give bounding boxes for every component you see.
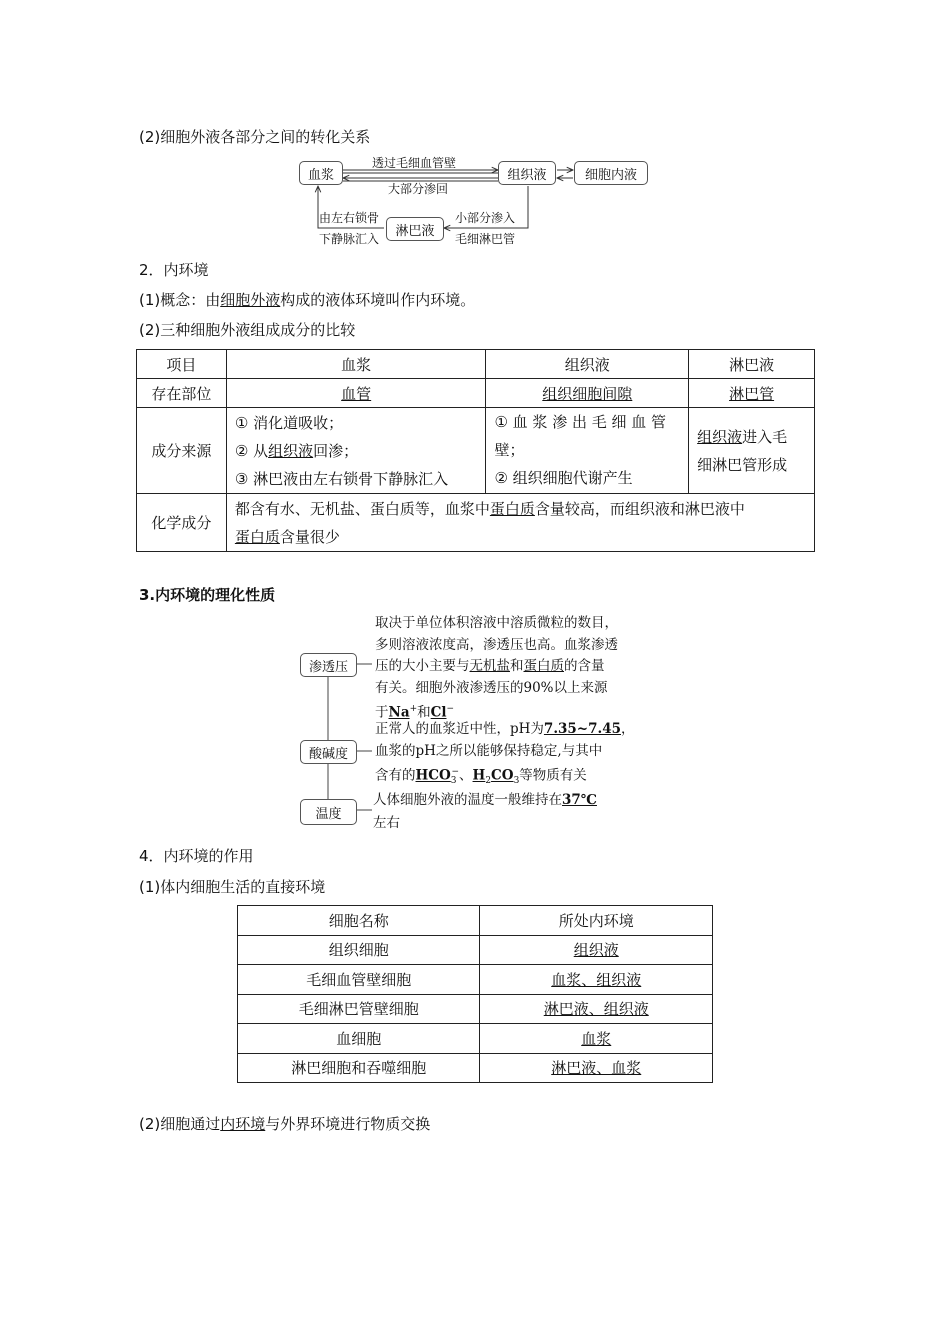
exchange-post: 与外界环境进行物质交换	[265, 1115, 431, 1133]
compare-heading: (2)三种细胞外液组成成分的比较	[139, 321, 356, 339]
header-environment: 所处内环境	[480, 906, 713, 936]
table-row	[238, 965, 713, 995]
concept-answer: 细胞外液	[220, 291, 281, 309]
exchange-pre: (2)细胞通过	[139, 1115, 221, 1133]
arrow-label-left-1: 由左右锁骨	[319, 211, 380, 225]
concept-post: 构成的液体环境叫作内环境。	[280, 291, 476, 309]
arrow-label-bottom: 大部分渗回	[388, 182, 449, 196]
tissue-source-1b: 壁；	[494, 441, 525, 459]
lymph-node: 淋巴液	[386, 217, 444, 241]
section-heading-conversion: (2)细胞外液各部分之间的转化关系	[139, 128, 371, 146]
temperature-text	[373, 789, 597, 835]
plasma-source-3: ③ 淋巴液由左右锁骨下静脉汇入	[234, 469, 449, 488]
intracellular-fluid-node: 细胞内液	[574, 161, 648, 185]
cell-environment-table	[237, 905, 713, 1083]
row-label-location: 存在部位	[137, 379, 227, 408]
osmotic-text	[375, 613, 618, 724]
table-row	[238, 994, 713, 1024]
plasma-source-1: ① 消化道吸收；	[234, 413, 344, 432]
section-heading-internal-environment: 2．内环境	[139, 261, 209, 279]
arrow-label-left-2: 下静脉汇入	[319, 232, 380, 246]
table-header-row	[238, 906, 713, 936]
cell-name: 毛细血管壁细胞	[238, 965, 480, 995]
osmotic-line-1: 取决于单位体积溶液中溶质微粒的数目，	[375, 615, 618, 631]
osmotic-line-2: 多则溶液浓度高，渗透压也高。血浆渗透	[375, 636, 618, 653]
row-label-source: 成分来源	[137, 408, 227, 494]
header-plasma: 血浆	[226, 350, 486, 379]
header-cell-name: 细胞名称	[238, 906, 480, 936]
plasma-source-2: ② 从组织液回渗；	[234, 441, 359, 460]
header-tissue-fluid: 组织液	[486, 350, 689, 379]
arrow-label-right-1: 小部分渗入	[455, 211, 516, 225]
cell-name: 淋巴细胞和吞噬细胞	[238, 1053, 480, 1083]
table-row	[238, 1053, 713, 1083]
chemistry-line-1: 都含有水、无机盐、蛋白质等，血浆中蛋白质含量较高，而组织液和淋巴液中	[234, 499, 745, 518]
ph-node: 酸碱度	[300, 740, 357, 764]
cell-name: 组织细胞	[238, 935, 480, 965]
cell-name: 毛细淋巴管壁细胞	[238, 994, 480, 1024]
ph-text	[375, 719, 635, 793]
plasma-location: 血管	[341, 384, 372, 403]
arrow-label-right-2: 毛细淋巴管	[455, 232, 516, 246]
temperature-line-1: 人体细胞外液的温度一般维持在37℃	[373, 792, 597, 808]
cell-environment: 血浆、组织液	[551, 970, 642, 989]
header-item: 项目	[137, 350, 227, 379]
table-row	[238, 935, 713, 965]
table-row	[238, 1024, 713, 1054]
cell-environment: 淋巴液、血浆	[551, 1059, 642, 1078]
cell-name: 血细胞	[238, 1024, 480, 1054]
lymph-source-2: 细淋巴管形成	[697, 455, 788, 474]
osmotic-line-5: 于Na+和Cl−	[375, 704, 455, 721]
temperature-line-2: 左右	[373, 815, 400, 831]
osmotic-pressure-node: 渗透压	[300, 653, 357, 677]
tissue-source-1: ① 血 浆 渗 出 毛 细 血 管	[494, 413, 667, 431]
cell-environment: 血浆	[581, 1029, 612, 1048]
tissue-source-2: ② 组织细胞代谢产生	[494, 469, 633, 487]
cell-environment: 淋巴液、组织液	[543, 1000, 649, 1019]
concept-pre: (1)概念：由	[139, 291, 221, 309]
lymph-location: 淋巴管	[729, 384, 775, 403]
exchange-line	[139, 1113, 430, 1134]
arrow-label-top: 透过毛细血管壁	[372, 156, 457, 170]
osmotic-line-4: 有关。细胞外液渗透压的90%以上来源	[375, 679, 608, 696]
exchange-answer: 内环境	[220, 1115, 266, 1133]
tissue-fluid-node: 组织液	[498, 161, 556, 185]
ph-line-3: 含有的$HCO_3^-$、$H_2CO_3$等物质有关	[375, 767, 587, 787]
ph-line-1: 正常人的血浆近中性，pH为7.35~7.45，	[375, 721, 635, 737]
section-heading-role: 4．内环境的作用	[139, 847, 254, 865]
plasma-node: 血浆	[299, 161, 343, 185]
lymph-source-1: 组织液进入毛	[697, 427, 788, 446]
header-lymph: 淋巴液	[689, 350, 815, 379]
row-label-chemistry: 化学成分	[137, 494, 227, 552]
direct-environment-heading: (1)体内细胞生活的直接环境	[139, 878, 326, 896]
cell-environment: 组织液	[573, 941, 619, 960]
osmotic-line-3: 压的大小主要与无机盐和蛋白质的含量	[375, 658, 605, 674]
chemistry-line-2: 蛋白质含量很少	[234, 527, 340, 546]
section-heading-properties: 3.内环境的理化性质	[139, 586, 276, 604]
tissue-location: 组织细胞间隙	[542, 384, 633, 403]
temperature-node: 温度	[300, 799, 357, 825]
ph-line-2: 血浆的pH之所以能够保持稳定,与其中	[375, 742, 603, 759]
